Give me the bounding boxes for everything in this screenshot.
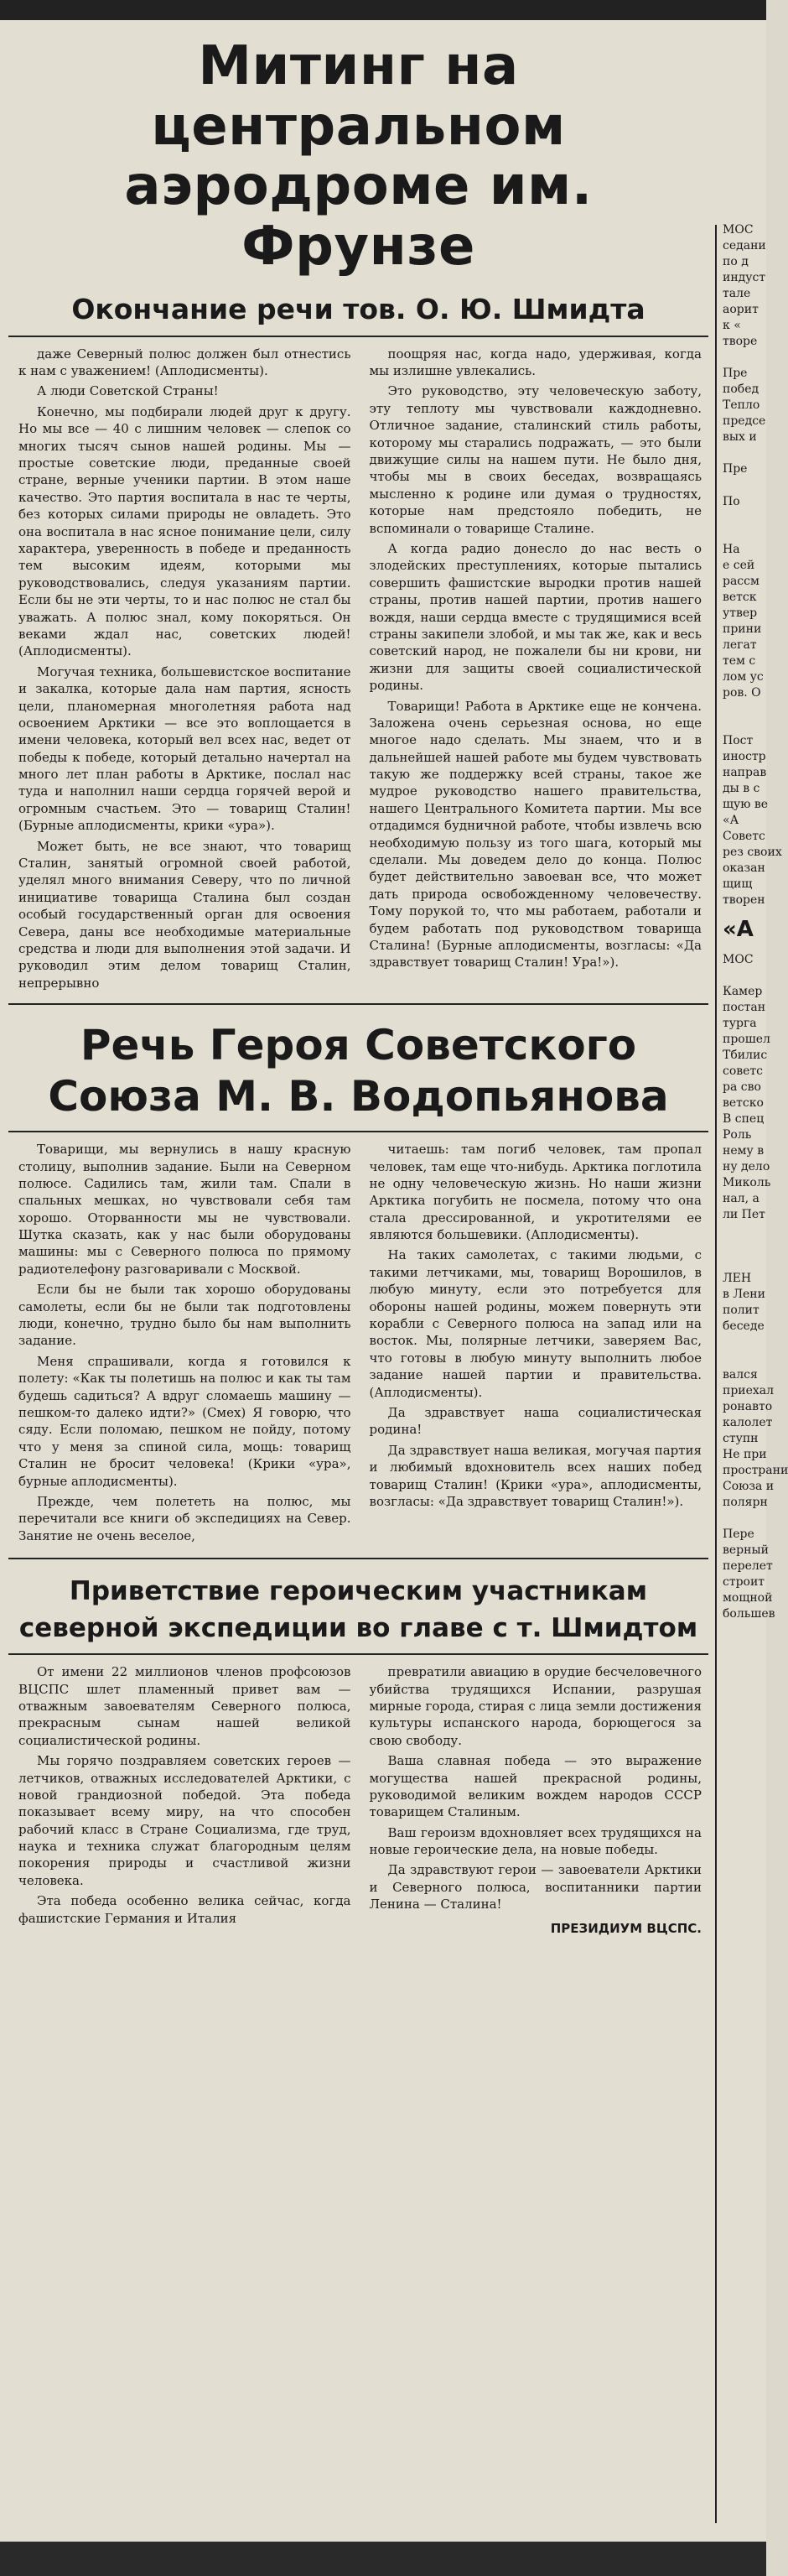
side-column-fragment [723, 222, 788, 2521]
paragraph: А люди Советской Страны! [37, 383, 219, 399]
vodopyanov-speech-body [0, 1132, 717, 1548]
paragraph: Да здравствует наша великая, могучая партия и любимый вдохновитель всех наших побед товарищ Сталин! (Крики «ура», аплодисменты, возгласы: «Да здравствует товарищ Сталин!»). [369, 1442, 702, 1509]
greeting-column-left [18, 1663, 351, 1937]
side-line: ра сво [723, 1080, 761, 1094]
side-line: ступн [723, 1431, 759, 1445]
side-line: Пост [723, 734, 754, 747]
side-line: перелет [723, 1559, 773, 1573]
paragraph: Да здравствуют герои — завоеватели Арктики и Северного полюса, воспитанники партии Ленина — Сталина! [369, 1862, 702, 1912]
side-line: постан [723, 1000, 766, 1014]
greeting-title: Приветствие героическим участникам северной экспедиции во главе с т. Шмидтом [18, 1576, 698, 1644]
paragraph: даже Северный полюс должен был отнестись к нам с уважением! (Аплодисменты). [18, 346, 351, 379]
side-line: нему в [723, 1144, 765, 1158]
side-line: калолет [723, 1415, 773, 1429]
side-line [723, 478, 766, 494]
side-line: легат [723, 637, 757, 652]
paragraph: Может быть, не все знают, что товарищ Сталин, занятый огромной своей работой, уделял много внимания Северу, что по личной инициативе товарища Сталина был создан особый государственный орган для освоения Севера, даны все необходимые материальные средства и люди для выполнения этой задачи. И руководил этим делом товарищ Сталин, непрерывно [18, 838, 351, 991]
paragraph: Прежде, чем полететь на полюс, мы перечитали все книги об экспедициях на Север. Занятие не очень веселое, [18, 1493, 351, 1543]
greeting-column-right [370, 1663, 702, 1937]
paragraph: От имени 22 миллионов членов профсоюзов ВЦСПС шлет пламенный привет вам — отважным завоевателям Северного полюса, прекрасным сынам нашей великой социалистической родины. [18, 1664, 351, 1748]
side-line: мощной [723, 1590, 773, 1605]
side-line: щищ [723, 877, 753, 892]
side-line: творен [723, 893, 765, 908]
side-line: полит [723, 1304, 759, 1318]
side-line [723, 350, 766, 366]
paragraph: Конечно, мы подбирали людей друг к другу. Но мы все — 40 с лишним человек — слепок со многих тысяч сынов нашей родины. Мы — простые советские люди, преданные своей стране, верные ученики партии. В этом наше качество. Это партия воспитала в нас те черты, без которых силами природы не овладеть. Это она воспитала в нас ясное понимание цели, силу характера, уверенность в победе и преданность тем высоким идеям, которыми мы руководствовались, следуя указаниям партии. Если бы не эти черты, то и нас полюс не стал бы уважать. А полюс знал, кому покоряться. Он веками ждал нас, советских людей! (Аплодисменты). [18, 403, 351, 659]
side-line: прошел [723, 1032, 770, 1046]
side-line: Тбилис [723, 1048, 768, 1062]
paragraph: превратили авиацию в орудие бесчеловечного убийства трудящихся Испании, разрушая мирные города, стирая с лица земли достижения культуры испанского народа, борющегося за свою свободу. [369, 1664, 702, 1748]
side-line: Пере [723, 1527, 754, 1541]
schmidt-column-right [370, 346, 702, 995]
side-line: Миколь [723, 1176, 771, 1190]
side-line: предсе [723, 414, 766, 429]
main-column [0, 20, 717, 1937]
paragraph: На таких самолетах, с такими людьми, с такими летчиками, мы, товарищ Ворошилов, в любую минуту, если это потребуется для обороны нашей родины, можем повернуть эти корабли с Северного полюса на запад или на восток. Мы, полярные летчики, заверяем Вас, что готовы в любую минуту выполнить любое задание нашей партии и правительства. (Аплодисменты). [369, 1247, 702, 1400]
side-line [723, 701, 766, 717]
side-line: вался [723, 1367, 758, 1382]
vodopyanov-speech-title: Речь Героя Советского Союза М. В. Водопьянова [48, 1021, 669, 1121]
paragraph: Ваш героизм вдохновляет всех трудящихся на новые героические дела, на новые победы. [369, 1824, 702, 1858]
side-line: Камер [723, 984, 763, 998]
side-line: ронавто [723, 1399, 773, 1413]
side-line: тале [723, 287, 751, 301]
paragraph: Могучая техника, большевистское воспитание и закалка, которые дала нам партия, ясность цели, планомерная многолетняя работа над освоением Арктики — все это воплощается в имени человека, который вел всех нас, ведет от победы к победе, который детально начертал на много лет план работы в Арктике, послал нас туда и наполнил наши сердца горячей верой и огромным счастьем. Это — товарищ Сталин! (Бурные аплодисменты, крики «ура»). [18, 664, 351, 834]
side-line: Союза и [723, 1479, 775, 1493]
side-line: лом ус [723, 669, 764, 684]
greeting-signature: ПРЕЗИДИУМ ВЦСПС. [550, 1920, 702, 1936]
side-line: Советс [723, 830, 765, 844]
side-line: большев [723, 1606, 775, 1621]
greeting-body [0, 1655, 717, 1937]
masthead-band [0, 0, 766, 20]
side-line: Пре [723, 367, 748, 381]
divider [8, 1003, 708, 1005]
side-line [723, 510, 766, 526]
paragraph: поощряя нас, когда надо, удерживая, когда мы излишне увлекались. [369, 346, 702, 379]
paragraph: Товарищи, мы вернулись в нашу красную столицу, выполнив задание. Были на Северном полюсе. Садились там, жили там. Спали в спальных мешках, но чувствовали себя там хорошо. Оторванности мы не чувствовали. Шутка сказать, как у нас были оборудованы машины: мы с Северного полюса по прямому радиотелефону разговаривали с Москвой. [18, 1142, 351, 1277]
side-line [723, 1239, 766, 1255]
side-line: верный [723, 1543, 769, 1557]
paragraph: Это руководство, эту человеческую заботу, эту теплоту мы чувствовали каждодневно. Отличное задание, сталинский стиль работы, которому мы старались подражать, — это были движущие силы на нашем пути. Не было дня, чтобы мы в своих беседах, возвращаясь мысленно к родине или думая о трудностях, которые нам предстояло победить, не вспоминали о товарище Сталине. [369, 383, 702, 536]
side-line: В спец [723, 1112, 765, 1127]
page-headline: Митинг на центральном аэродроме им. Фрунзе [124, 35, 593, 278]
side-line: строит [723, 1574, 765, 1589]
schmidt-speech-title: Окончание речи тов. О. Ю. Шмидта [71, 292, 645, 325]
bottom-band [0, 2542, 766, 2576]
side-line [723, 717, 766, 733]
side-line: Роль [723, 1128, 752, 1142]
side-line: Тепло [723, 398, 760, 413]
side-line: Пре [723, 462, 748, 476]
side-line: рассм [723, 574, 759, 588]
side-line: ды в с [723, 782, 760, 796]
side-line: прини [723, 622, 762, 636]
schmidt-column-left [18, 346, 351, 995]
side-line: «А [723, 814, 739, 828]
side-line: На [723, 542, 740, 556]
side-line: индуст [723, 271, 766, 285]
side-line: МОС [723, 952, 754, 966]
side-text-upper [723, 222, 782, 908]
side-line: беседе [723, 1319, 765, 1334]
side-line: оказан [723, 861, 765, 876]
paragraph: А когда радио донесло до нас весть о злодейских преступлениях, которые пытались совершить фашистские выродки против нашей страны, против нашей партии, против нашего вождя, наши сердца вместе с трудящимися всей страны закипели злобой, и мы так же, как и весь советский народ, не пожалели бы ни крови, ни жизни для защиты своей социалистической родины. [369, 540, 702, 694]
side-line: иностр [723, 750, 766, 764]
side-line: ветск [723, 590, 757, 604]
side-line: ну дело [723, 1160, 770, 1174]
side-text-lower [723, 952, 788, 1622]
side-line: ветско [723, 1095, 764, 1110]
paragraph: Ваша славная победа — это выражение могущества нашей прекрасной родины, руководимой великим вождем народов СССР товарищем Сталиным. [369, 1753, 702, 1820]
column-divider [715, 225, 717, 2523]
side-line [723, 445, 766, 461]
paragraph: читаешь: там погиб человек, там пропал человек, там еще что-нибудь. Арктика поглотила не одну человеческую жизнь. Но наши жизни Арктика погубить не посмела, потому что она стала дрессированной, и укротителями ее являются большевики. (Аплодисменты). [369, 1142, 702, 1243]
side-line: утвер [723, 606, 758, 620]
side-line: аорит [723, 303, 759, 317]
side-line [723, 1350, 766, 1366]
side-line: нал, а [723, 1192, 759, 1206]
side-line: седани [723, 239, 766, 253]
side-line: направ [723, 766, 767, 780]
side-line: ров. О [723, 685, 761, 700]
vodopyanov-column-left [18, 1141, 351, 1548]
side-line [723, 968, 766, 984]
side-line [723, 526, 766, 542]
side-line: в Лени [723, 1288, 765, 1302]
side-line: ли Пет [723, 1208, 765, 1222]
side-line: пространи [723, 1463, 788, 1477]
side-line: полярн [723, 1495, 768, 1509]
side-line: рез своих [723, 846, 782, 860]
paragraph: Да здравствует наша социалистическая родина! [369, 1405, 702, 1438]
side-line: По [723, 494, 740, 508]
paragraph: Товарищи! Работа в Арктике еще не кончена. Заложена очень серьезная основа, но еще многое надо сделать. Мы знаем, что и в дальнейшей нашей работе мы будем чувствовать такую же поддержку всей страны, такое же мудрое руководство нашего правительства, нашего Центрального Комитета партии. Мы все отдадимся будничной работе, чтобы извлечь всю необходимую пользу из того шага, который мы сделали. Мы доведем дело до конца. Полюс будет действительно завоеван все, что может дать природа освобожденному человечеству. Тому порукой то, что мы работаем, работали и будем работать под руководством товарища Сталина! (Бурные аплодисменты, возгласы: «Да здравствует товарищ Сталин! Ура!»). [369, 698, 702, 971]
side-line: творе [723, 335, 758, 349]
side-line: вых и [723, 430, 757, 445]
paragraph: Меня спрашивали, когда я готовился к полету: «Как ты полетишь на полюс и как ты там будешь садиться? А вдруг сломаешь машину — пешком-то далеко идти?» (Смех) Я говорю, что сяду. Если поломаю, пешком не пойду, потому что у меня за спиной сила, мощь: товарищ Сталин не бросит человека! (Крики «ура», бурные аплодисменты). [18, 1353, 351, 1489]
side-line: МОС [723, 223, 754, 237]
side-heading: «А [723, 917, 754, 943]
side-line: ЛЕН [723, 1272, 752, 1286]
schmidt-speech-body [0, 337, 717, 995]
side-line: побед [723, 382, 759, 397]
side-line: е сей [723, 558, 755, 572]
side-line: по д [723, 255, 749, 269]
paragraph: Если бы не были так хорошо оборудованы самолеты, если бы не были так подготовлены люди, конечно, трудно было бы нам выполнить задание. [18, 1282, 351, 1349]
paragraph: Эта победа особенно велика сейчас, когда фашистские Германия и Италия [18, 1893, 351, 1926]
side-line [723, 1223, 766, 1239]
side-line: к « [723, 319, 741, 333]
side-line: тем с [723, 653, 756, 668]
vodopyanov-column-right [370, 1141, 702, 1548]
divider [8, 1558, 708, 1559]
paragraph: Мы горячо поздравляем советских героев — летчиков, отважных исследователей Арктики, с новой грандиозной победой. Эта победа показывает всему миру, на что способен рабочий класс в Стране Социализма, где труд, наука и техника служат благородным целям покорения природы и счастливой жизни человека. [18, 1753, 351, 1888]
side-line: Не при [723, 1447, 767, 1461]
side-line: щую ве [723, 798, 769, 812]
side-line: приехал [723, 1383, 775, 1397]
side-line [723, 1511, 766, 1527]
side-line [723, 1335, 766, 1350]
side-line: советс [723, 1064, 764, 1078]
side-line [723, 1255, 766, 1271]
side-line: турга [723, 1016, 757, 1030]
